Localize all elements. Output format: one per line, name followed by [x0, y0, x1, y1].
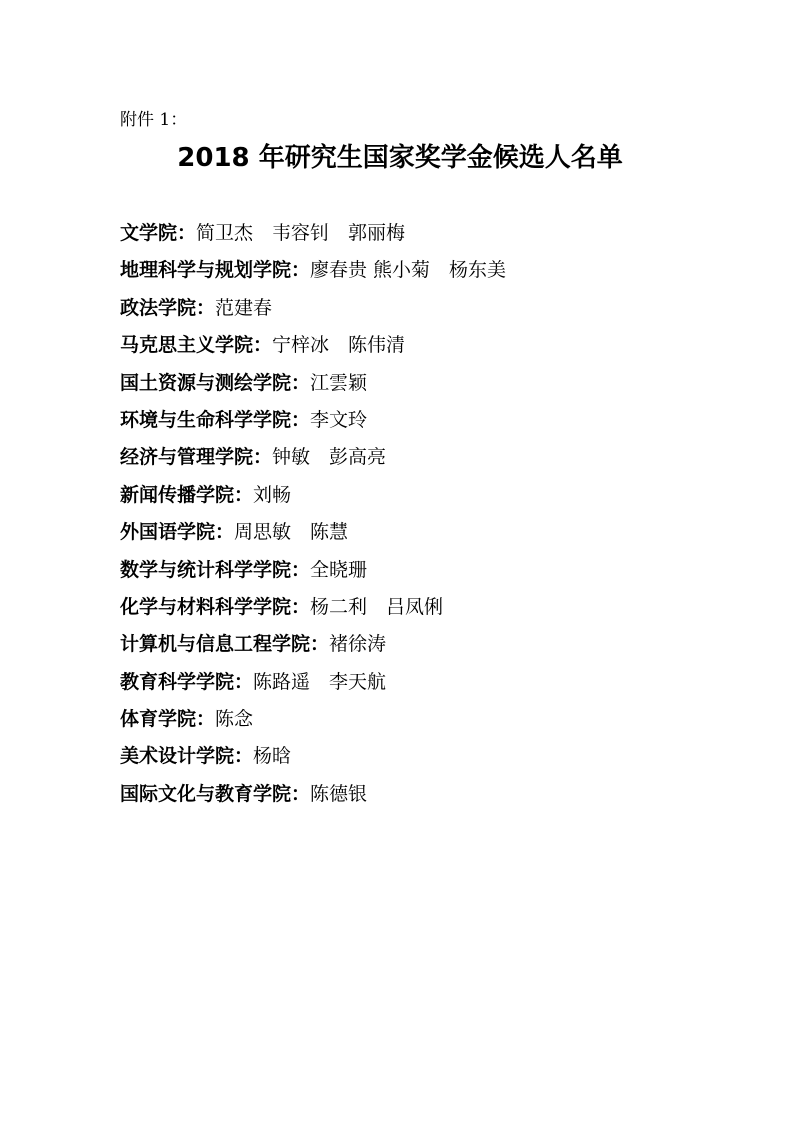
list-item: [120, 402, 720, 439]
candidate-names: 杨二利 吕凤俐: [310, 595, 444, 618]
college-name: 新闻传播学院：: [120, 483, 254, 506]
college-name: 国际文化与教育学院：: [120, 782, 311, 805]
list-item: [120, 252, 720, 289]
candidate-names: 周思敏 陈慧: [234, 521, 349, 544]
candidate-names: 廖春贵 熊小菊 杨东美: [310, 259, 507, 282]
candidate-names: 钟敏 彭高亮: [272, 446, 387, 469]
candidate-names: 宁梓冰 陈伟清: [272, 334, 406, 357]
college-name: 美术设计学院：: [120, 745, 254, 768]
list-item: [120, 701, 720, 738]
college-name: 马克思主义学院：: [120, 334, 273, 357]
list-item: [120, 477, 720, 514]
college-name: 环境与生命科学学院：: [120, 408, 311, 431]
college-name: 教育科学学院：: [120, 670, 254, 693]
candidate-names: 刘畅: [253, 483, 292, 506]
college-name: 化学与材料科学学院：: [120, 595, 311, 618]
candidate-names: 褚徐涛: [329, 633, 387, 656]
candidate-names: 简卫杰 韦容钊 郭丽梅: [196, 222, 406, 244]
candidate-names: 李文玲: [310, 408, 368, 431]
list-item: [120, 215, 720, 252]
list-item: [120, 738, 720, 775]
list-item: [120, 439, 720, 476]
candidate-names: 范建春: [215, 296, 273, 319]
candidate-names: 全晓珊: [310, 558, 368, 581]
college-name: 地理科学与规划学院：: [120, 259, 311, 282]
college-name: 经济与管理学院：: [120, 446, 273, 469]
college-name: 计算机与信息工程学院：: [120, 633, 330, 656]
candidate-names: 陈德银: [310, 782, 368, 805]
college-name: 国土资源与测绘学院：: [120, 371, 311, 394]
candidate-names: 杨晗: [253, 745, 292, 768]
candidate-names: 陈念: [215, 708, 254, 731]
candidate-names: 江雲颖: [310, 371, 368, 394]
list-item: [120, 664, 720, 701]
candidate-list: [120, 215, 720, 813]
candidate-names: 陈路遥 李天航: [253, 670, 387, 693]
list-item: [120, 365, 720, 402]
list-item: [120, 327, 720, 364]
list-item: [120, 776, 720, 813]
college-name: 数学与统计科学学院：: [120, 558, 311, 581]
college-name: 体育学院：: [120, 708, 216, 731]
list-item: [120, 552, 720, 589]
document-title: 2018 年研究生国家奖学金候选人名单: [177, 143, 623, 173]
college-name: 文学院：: [120, 222, 197, 244]
list-item: [120, 589, 720, 626]
list-item: [120, 514, 720, 551]
college-name: 政法学院：: [120, 296, 216, 319]
list-item: [120, 626, 720, 663]
attachment-label: 附件 1：: [120, 110, 188, 130]
college-name: 外国语学院：: [120, 521, 235, 544]
list-item: [120, 290, 720, 327]
